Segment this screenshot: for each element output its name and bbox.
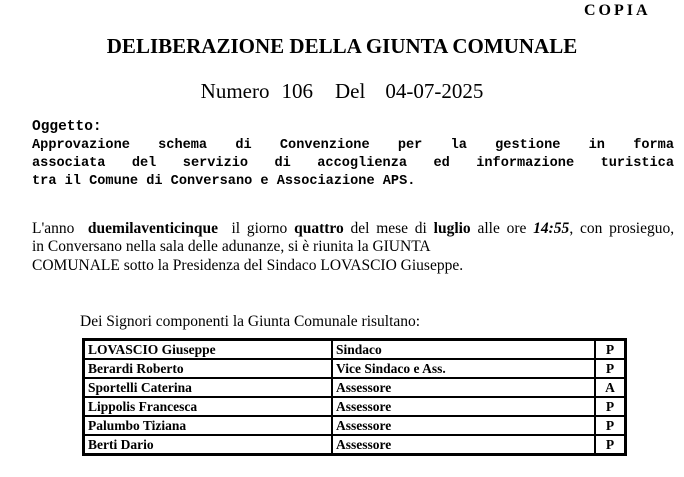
subject-line-1: Approvazione schema di Convenzione per la gestione in forma [32,138,674,153]
meeting-time: 14:55 [533,220,570,237]
subject-line-2: associata del servizio di accoglienza ed informazione turistica [32,156,674,171]
deliberation-number-row [0,79,684,104]
deliberation-number: 106 [281,79,313,103]
meeting-year: duemilaventicinque [87,220,218,237]
subject-label: Oggetto: [32,119,102,135]
member-role: Sindaco [332,340,595,359]
table-row [84,340,625,359]
member-role: Assessore [332,416,595,435]
text-giorno: il giorno [231,220,288,237]
member-status: P [595,359,625,378]
meeting-paragraph-line-2: in Conversano nella sala delle adunanze, si è riunita la GIUNTA [32,238,431,255]
table-row [84,397,625,416]
member-name: Lippolis Francesca [84,397,332,416]
meeting-month: luglio [433,220,471,237]
document-title: DELIBERAZIONE DELLA GIUNTA COMUNALE [106,34,578,58]
text-ore: alle ore [477,220,527,237]
member-name: Palumbo Tiziana [84,416,332,435]
copy-stamp: COPIA [584,2,651,19]
members-table [82,338,627,456]
table-row [84,435,625,454]
date-label: Del [335,79,366,103]
meeting-paragraph-line-3: COMUNALE sotto la Presidenza del Sindaco LOVASCIO Giuseppe. [32,257,464,274]
member-status: P [595,416,625,435]
member-role: Assessore [332,397,595,416]
member-name: Berti Dario [84,435,332,454]
text-prosieguo: , con prosieguo, [569,220,675,237]
members-table-body [84,340,625,454]
number-label: Numero [200,79,270,103]
member-status: P [595,435,625,454]
member-role: Assessore [332,435,595,454]
text-anno: L'anno [32,220,75,237]
table-row [84,416,625,435]
member-status: A [595,378,625,397]
member-name: LOVASCIO Giuseppe [84,340,332,359]
member-name: Berardi Roberto [84,359,332,378]
member-role: Assessore [332,378,595,397]
member-role: Vice Sindaco e Ass. [332,359,595,378]
member-name: Sportelli Caterina [84,378,332,397]
member-status: P [595,340,625,359]
table-row [84,359,625,378]
meeting-day: quattro [294,220,344,237]
members-intro: Dei Signori componenti la Giunta Comunale risultano: [80,313,421,330]
text-mese: del mese di [350,220,427,237]
member-status: P [595,397,625,416]
meeting-paragraph-line-1 [32,220,674,238]
deliberation-date: 04-07-2025 [385,79,484,103]
table-row [84,378,625,397]
subject-line-3: tra il Comune di Conversano e Associazione APS. [32,174,416,189]
